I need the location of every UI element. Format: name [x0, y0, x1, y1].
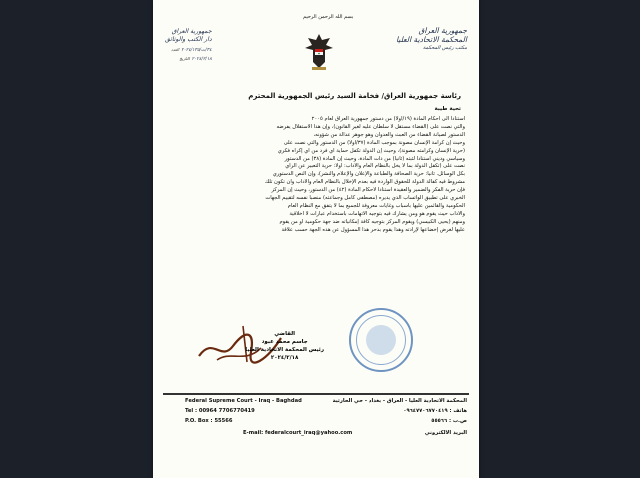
signatory-title: القاضي: [274, 331, 296, 337]
body-line: ومنهم (يحيى الكبيسي) ويقوم المركز بتوجيه كافة إمكانياته ضد جهة حكومية أو من يقوم: [279, 218, 465, 225]
iraq-eagle-emblem-icon: [303, 32, 335, 72]
header-left: [165, 28, 212, 64]
document-page: [153, 0, 479, 478]
body-line: فإن حرية الفكر والضمير والعقيدة استناداً لأحكام المادة (٤٢) من الدستور، وحيث إن المركز: [271, 187, 465, 194]
meta-date-label: التاريخ: [179, 56, 190, 61]
body-line: الحكومية والقائمين عليها بأسباب وغايات معروفة للجميع بما لا يتفق مع النظام العام: [287, 202, 465, 209]
signature-block: [245, 330, 324, 362]
body-line: الخبري على تطبيق الواتساب الذي يديره (مصطفى كامل وجماعته) منصباً نفسه لتقييم الجهات: [265, 195, 465, 202]
body-line: والآداب حيث يقوم هو ومن يشارك فيه بتوجيه الاتهامات باستخدام عبارات لا أخلاقية: [289, 210, 465, 217]
seal-core: [366, 325, 396, 355]
header-right-line1: جمهورية العراق: [418, 26, 467, 35]
body-line: وحيث إن كرامة الإنسان مصونة بموجب المادة (٣٧/أولاً) من الدستور والتي نصت على: [283, 139, 465, 146]
signatory-name: جاسم محمد عبود: [261, 339, 308, 345]
footer-court-en: Federal Supreme Court - Iraq - Baghdad: [185, 398, 302, 404]
body-line: عليها لغرض إخضاعها لإرادته وهذا يقوم بدحر هذا المسؤول عن هذه الجهة حسب علاقة: [281, 226, 465, 233]
body-line: استناداً الى أحكام المادة (١٩/أولاً) من دستور جمهورية العراق لعام ٢٠٠٥: [311, 116, 465, 122]
greeting: تحية طيبة: [434, 106, 461, 112]
header-right-line2: المحكمة الاتحادية العليا: [396, 35, 467, 44]
body-line: الدستور لصيانة القضاء من العبث والعدوان وهو جوهر عدالة من شؤونه،: [313, 131, 465, 138]
body-line: بكل الوسائل. ثانياً: حرية الصحافة والطباعة والإعلان والإعلام والنشر)، وإن النص الدستوري: [272, 171, 465, 178]
header-right-line3: مكتب رئيس المحكمة: [422, 45, 467, 51]
body-line: نصت على (تكفل الدولة بما لا يخل بالنظام العام والآداب: أولاً: حرية التعبير عن الرأي: [285, 163, 465, 170]
meta-number-label: العدد: [170, 47, 180, 52]
header-left-line2: دار الكتب والوثائق: [165, 36, 212, 43]
footer-divider: [163, 393, 469, 395]
meta-date-value: ٢٠٢٤/٢/١٨: [191, 57, 212, 62]
footer-email: E-mail: federalcourt_iraq@yahoo.com: [243, 430, 353, 436]
body-line: (حرية الإنسان وكرامته مصونة)، وحيث إن الدولة تكفل حماية أي فرد من أي إكراه فكري: [277, 147, 465, 154]
court-seal-stamp: [349, 308, 413, 372]
signature-date: ٢٠٢٤/٢/١٨: [270, 355, 299, 361]
body-line: والتي نصت على (القضاء مستقل لا سلطان عليه لغير القانون)، وإن هذا الاستقلال يفرضه: [276, 123, 465, 130]
header-right: [396, 26, 467, 53]
signatory-position: رئيس المحكمة الاتحادية العليا: [245, 347, 324, 353]
letter-body: [169, 116, 465, 235]
footer-pobox-ar: ص.ب : ٥٥٥٦٦: [431, 418, 467, 424]
meta-number-value: ٣٤/ت/٢٠٢٤/١٣٥: [181, 48, 212, 53]
footer-tel-ar: هاتف : ٠٩٦٤٧٧٠٦٧٧٠٤١٩: [403, 408, 467, 414]
footer-email-label-ar: البريد الالكتروني: [424, 430, 467, 436]
body-line: مشروط فيه كفالة الدولة للحقوق الواردة فيه بعدم الإخلال بالنظام العام والآداب وأن تكون تلك: [264, 179, 465, 186]
addressee: رئاسة جمهورية العراق/ فخامة السيد رئيس الجمهورية المحترم: [248, 92, 461, 100]
footer-court-ar: المحكمة الاتحادية العليا - العراق - بغداد - حي الحارثية: [332, 398, 467, 404]
footer-pobox-en: P.O. Box : 55566: [185, 418, 233, 424]
header-left-line1: جمهورية العراق: [171, 28, 212, 35]
body-line: وسياسي وديني استناداً لثبته (ثانياً) من ذات المادة، وحيث إن المادة (٣٨) من الدستور: [284, 155, 465, 162]
basmala: بسم الله الرحمن الرحيم: [303, 14, 354, 20]
footer-tel-en: Tel : 00964 7706770419: [185, 408, 255, 414]
